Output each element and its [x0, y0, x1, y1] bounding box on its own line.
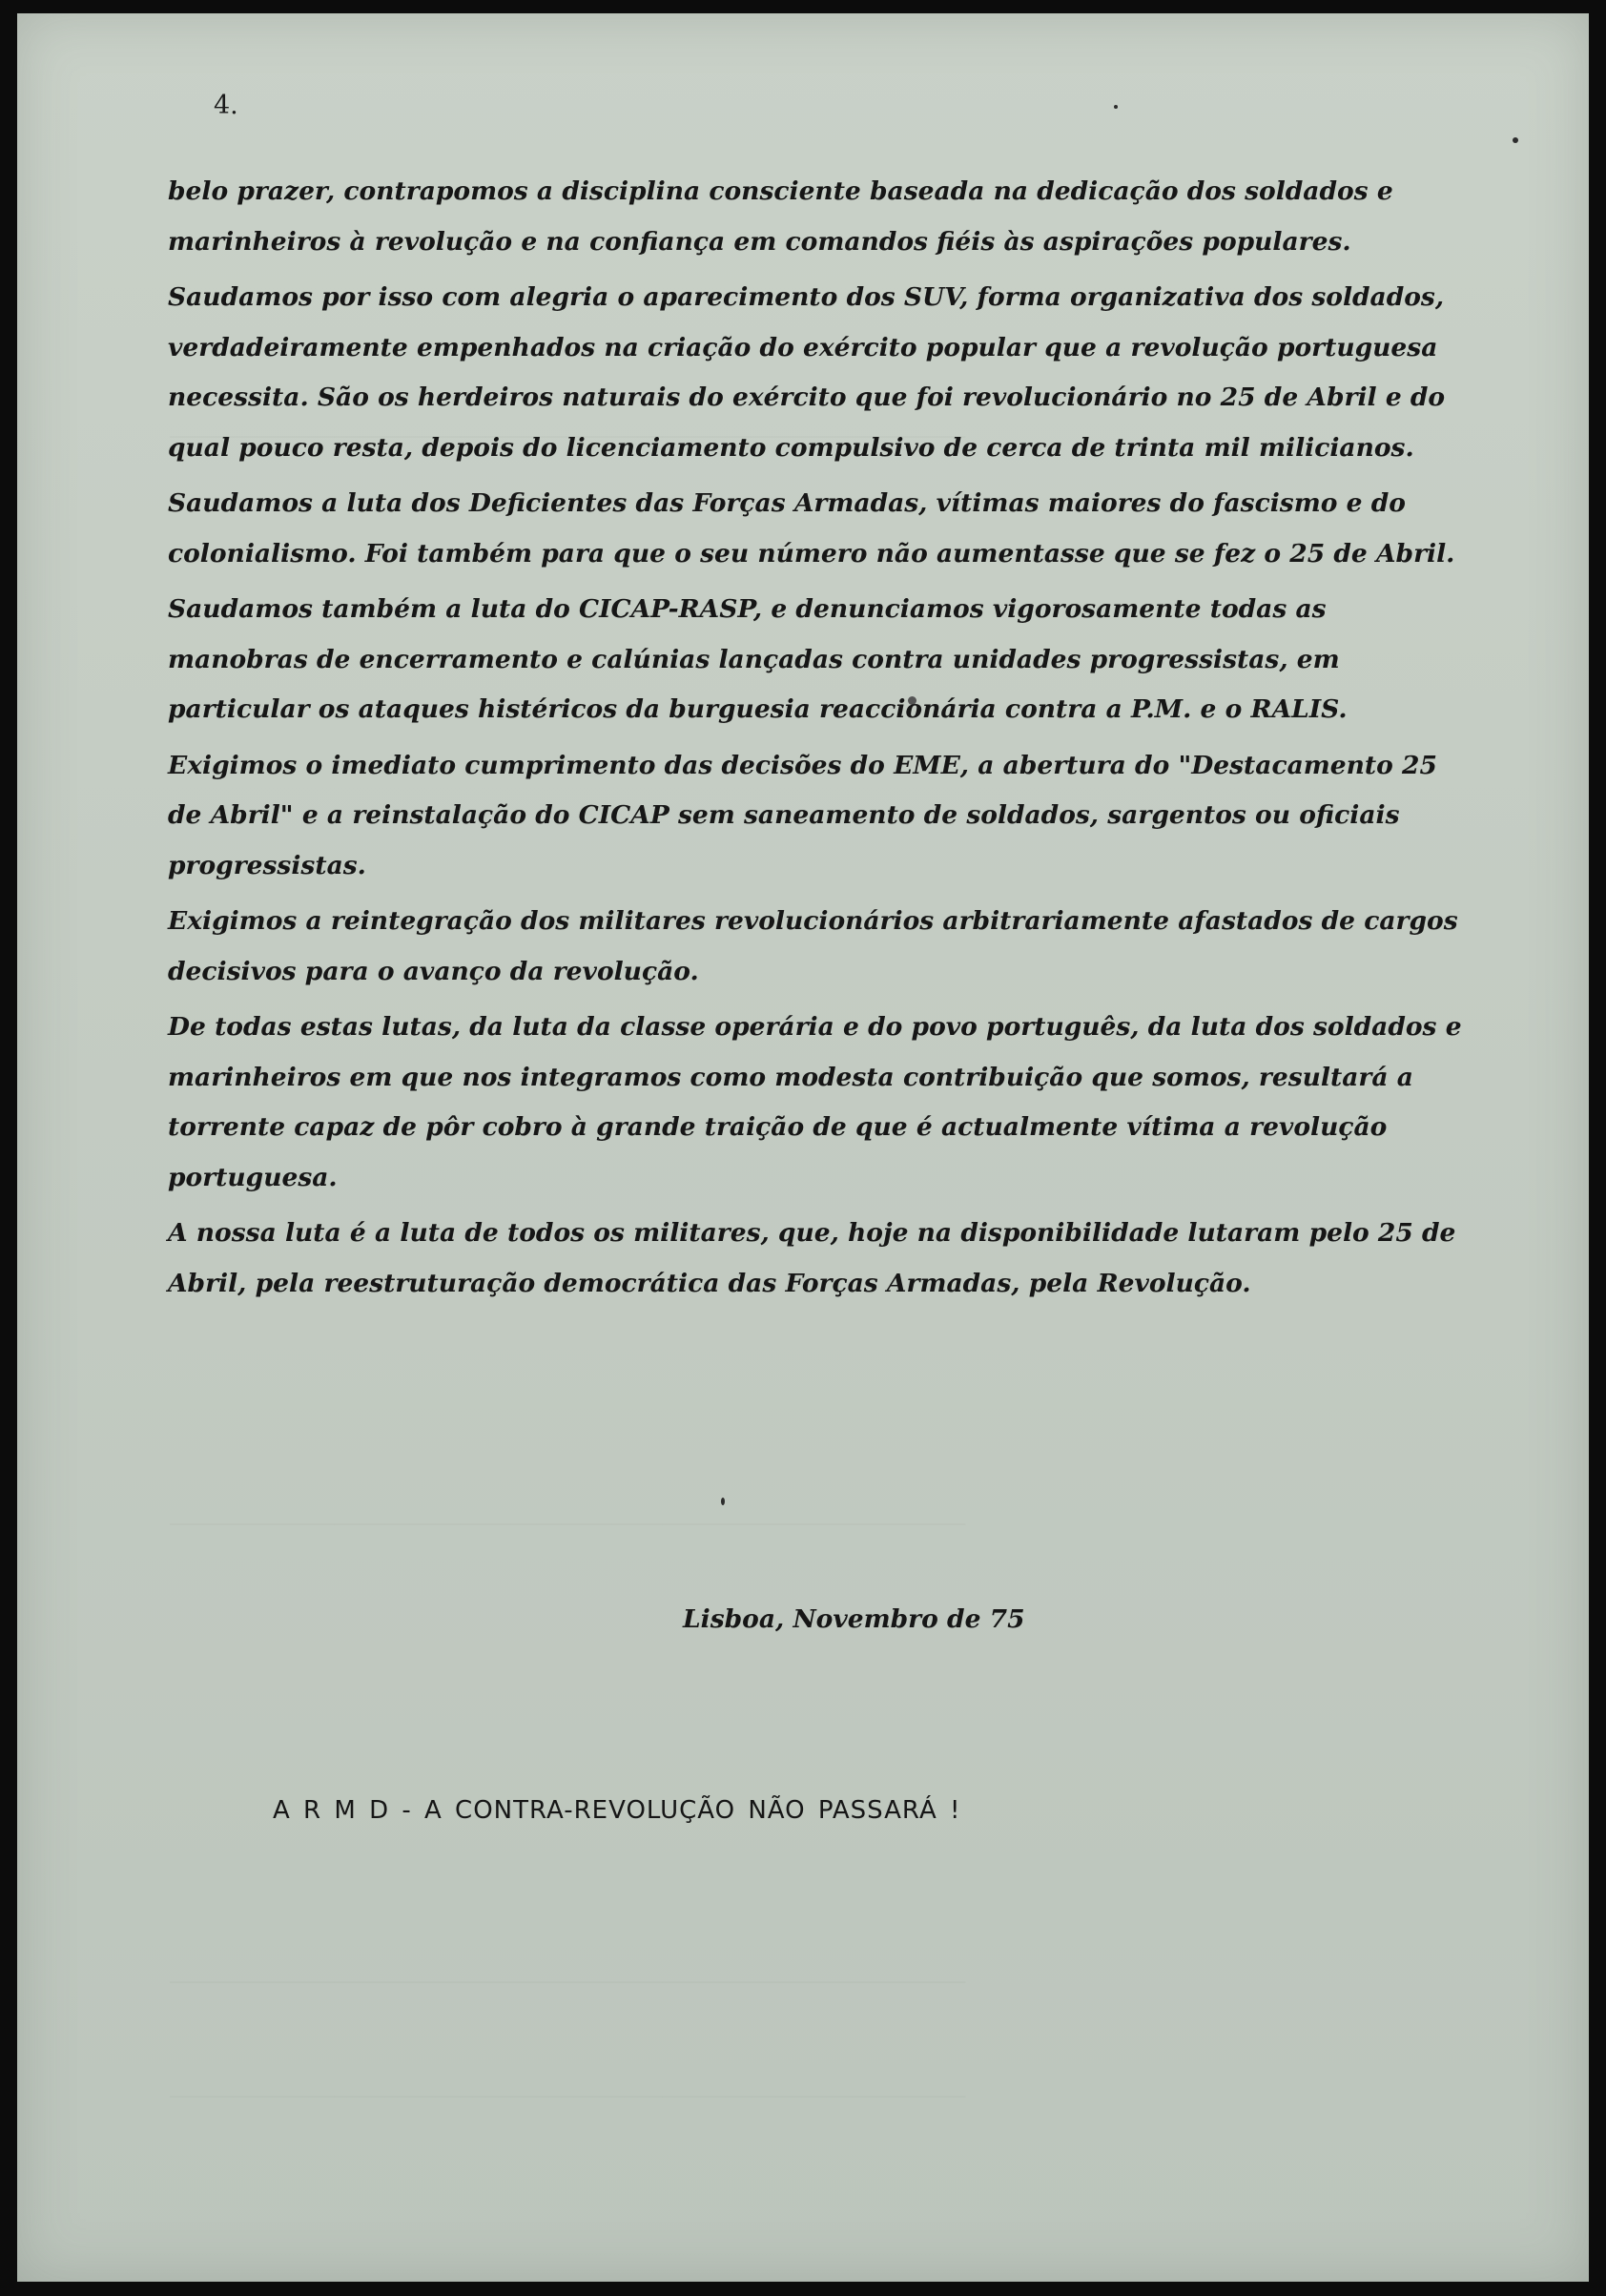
ink-speck	[1114, 105, 1118, 109]
paragraph: Saudamos a luta dos Deficientes das Forças Armadas, vítimas maiores do fascismo e do colonialismo. Foi também para que o seu número não aumentasse que se fez o 25 de Abril.	[168, 488, 1455, 569]
place-date: Lisboa, Novembro de 75	[683, 1604, 1025, 1634]
paragraph: Saudamos também a luta do CICAP-RASP, e denunciamos vigorosamente todas as manobras de encerramento e calúnias lançadas contra unidades progressistas, em particular os ataques histéricos da burguesia reaccionária contra a P.M. e o RALIS.	[168, 594, 1348, 724]
body-text	[168, 167, 1465, 1314]
show-through-text: _______________________________________________________________	[170, 1959, 966, 1983]
page-number: 4.	[214, 91, 238, 120]
paragraph: De todas estas lutas, da luta da classe operária e do povo português, da luta dos soldados e marinheiros em que nos integramos como modesta contribuição que somos, resultará a torrente capaz de pôr cobro à grande traição de que é actualmente vítima a revolução portuguesa.	[168, 1012, 1462, 1192]
paragraph: Saudamos por isso com alegria o aparecimento dos SUV, forma organizativa dos soldados, verdadeiramente empenhados na criação do exército popular que a revolução portuguesa necessita. São os herdeiros naturais do exército que foi revolucionário no 25 de Abril e do qual pouco resta, depois do licenciamento compulsivo de cerca de trinta mil milicianos.	[168, 282, 1446, 463]
paragraph: belo prazer, contrapomos a disciplina consciente baseada na dedicação dos soldados e marinheiros à revolução e na confiança em comandos fiéis às aspirações populares.	[168, 176, 1393, 257]
paragraph: A nossa luta é a luta de todos os militares, que, hoje na disponibilidade lutaram pelo 25 de Abril, pela reestruturação democrática das Forças Armadas, pela Revolução.	[168, 1218, 1456, 1298]
show-through-text: _______________________________________________________________	[170, 1501, 966, 1525]
slogan: A R M D - A CONTRA-REVOLUÇÃO NÃO PASSARÁ !	[273, 1796, 961, 1825]
paragraph: Exigimos o imediato cumprimento das decisões do EME, a abertura do "Destacamento 25 de Abril" e a reinstalação do CICAP sem saneamento de soldados, sargentos ou oficiais progressistas.	[168, 750, 1437, 880]
ink-speck	[1513, 137, 1518, 143]
show-through-text: _______________________________________________________________	[170, 2074, 966, 2098]
paragraph: Exigimos a reintegração dos militares revolucionários arbitrariamente afastados de cargos decisivos para o avanço da revolução.	[168, 906, 1458, 986]
ink-speck	[721, 1498, 725, 1505]
show-through-text: _______________________________________________________________	[170, 414, 966, 438]
